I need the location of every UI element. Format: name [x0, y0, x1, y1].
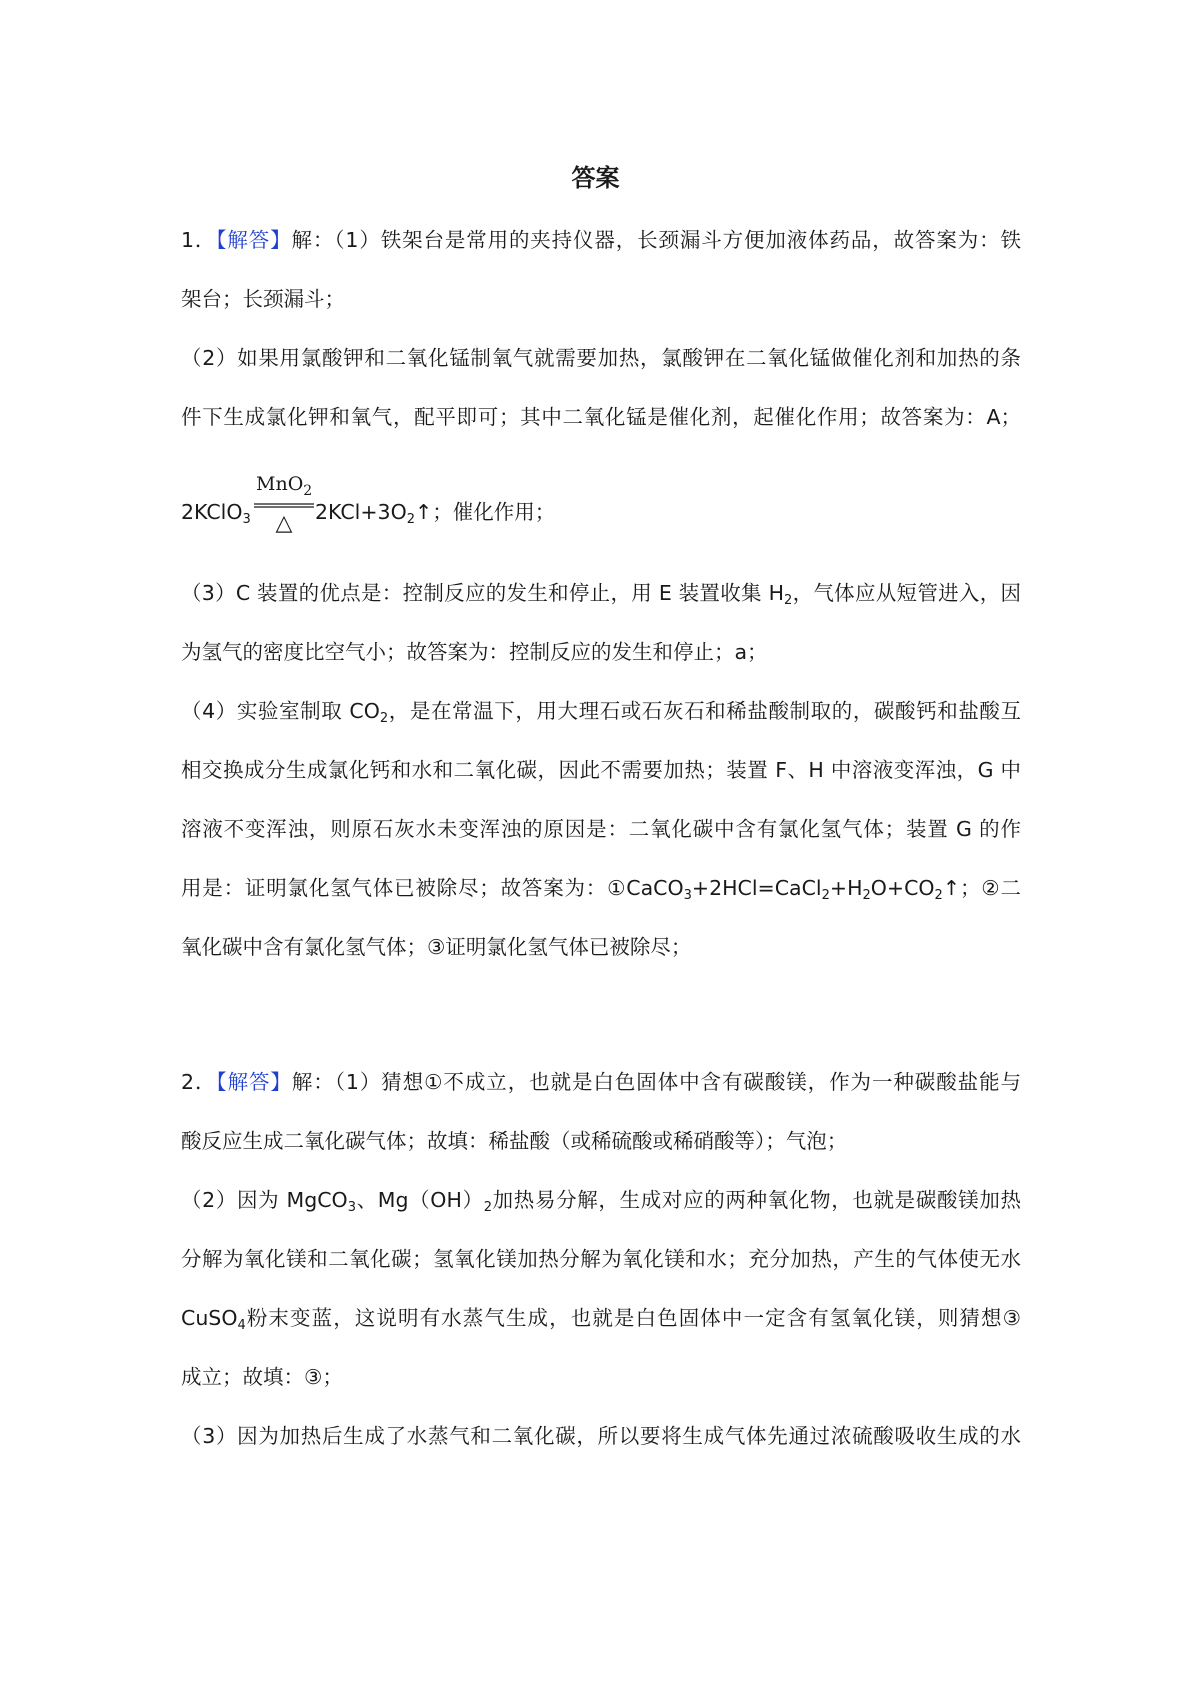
- equation-condition: [254, 474, 314, 534]
- q2-number: 2．: [181, 1070, 217, 1094]
- q1-line-12: 氧化碳中含有氯化氢气体；③证明氯化氢气体已被除尽；: [181, 935, 692, 959]
- q1-equation: [181, 474, 1021, 534]
- q2-line-1: [181, 1064, 1021, 1100]
- page-title: 答案: [571, 164, 620, 192]
- catalyst-label: MnO$_2$: [256, 474, 313, 499]
- q2-line-5: CuSO$_4$粉末变蓝，这说明有水蒸气生成，也就是白色固体中一定含有氢氧化镁，则猜想③: [181, 1306, 1021, 1333]
- q2-line-2: 酸反应生成二氧化碳气体；故填：稀盐酸（或稀硫酸或稀硝酸等）；气泡；: [181, 1129, 848, 1153]
- q2-line-1-text: 解：（1）猜想①不成立，也就是白色固体中含有碳酸镁，作为一种碳酸盐能与: [291, 1070, 1022, 1094]
- q1-answer-tag: 【解答】: [216, 228, 292, 252]
- q2-line-6: 成立；故填：③；: [181, 1365, 343, 1389]
- q1-line-6: （3）C 装置的优点是：控制反应的发生和停止，用 E 装置收集 $H_2$，气体应从短管进入，因: [181, 581, 1021, 608]
- q1-line-1-text: 解：（1）铁架台是常用的夹持仪器，长颈漏斗方便加液体药品，故答案为：铁: [291, 228, 1022, 252]
- q1-line-7: 为氢气的密度比空气小；故答案为：控制反应的发生和停止；a；: [181, 640, 768, 664]
- q1-line-8: （4）实验室制取 $CO_2$，是在常温下，用大理石或石灰石和稀盐酸制取的，碳酸钙和盐酸互: [181, 699, 1022, 726]
- q2-line-3: （2）因为 MgCO$_3$、$Mg(OH)_2$加热易分解，生成对应的两种氧化物，也就是碳酸镁加热: [181, 1188, 1021, 1215]
- heat-symbol: △: [275, 511, 293, 534]
- q1-line-1: [181, 222, 1021, 258]
- q1-line-2: 架台；长颈漏斗；: [181, 287, 345, 311]
- q1-line-10: 溶液不变浑浊，则原石灰水未变浑浊的原因是：二氧化碳中含有氯化氢气体；装置 G 的作: [181, 817, 1021, 841]
- equation-product: $2KCl+3O_2↑$；催化作用；: [315, 500, 556, 527]
- q2-line-7: （3）因为加热后生成了水蒸气和二氧化碳，所以要将生成气体先通过浓硫酸吸收生成的水: [181, 1424, 1021, 1448]
- q2-answer-tag: 【解答】: [216, 1070, 292, 1094]
- q1-line-4: 件下生成氯化钾和氧气，配平即可；其中二氧化锰是催化剂，起催化作用；故答案为：A；: [181, 405, 1021, 429]
- q1-line-11: 用是：证明氯化氢气体已被除尽；故答案为：$①CaCO_3+2HCl=CaCl_2+H_2O+CO_2↑$；②二: [181, 876, 1021, 903]
- q1-line-3: （2）如果用氯酸钾和二氧化锰制氧气就需要加热，氯酸钾在二氧化锰做催化剂和加热的条: [181, 346, 1021, 370]
- q2-line-4: 分解为氧化镁和二氧化碳；氢氧化镁加热分解为氧化镁和水；充分加热，产生的气体使无水: [181, 1247, 1021, 1271]
- q1-number: 1．: [181, 228, 217, 252]
- q1-line-9: 相交换成分生成氯化钙和水和二氧化碳，因此不需要加热；装置 F、H 中溶液变浑浊，G 中: [181, 758, 1021, 782]
- equation-reactant: 2KClO$_3$: [181, 500, 251, 527]
